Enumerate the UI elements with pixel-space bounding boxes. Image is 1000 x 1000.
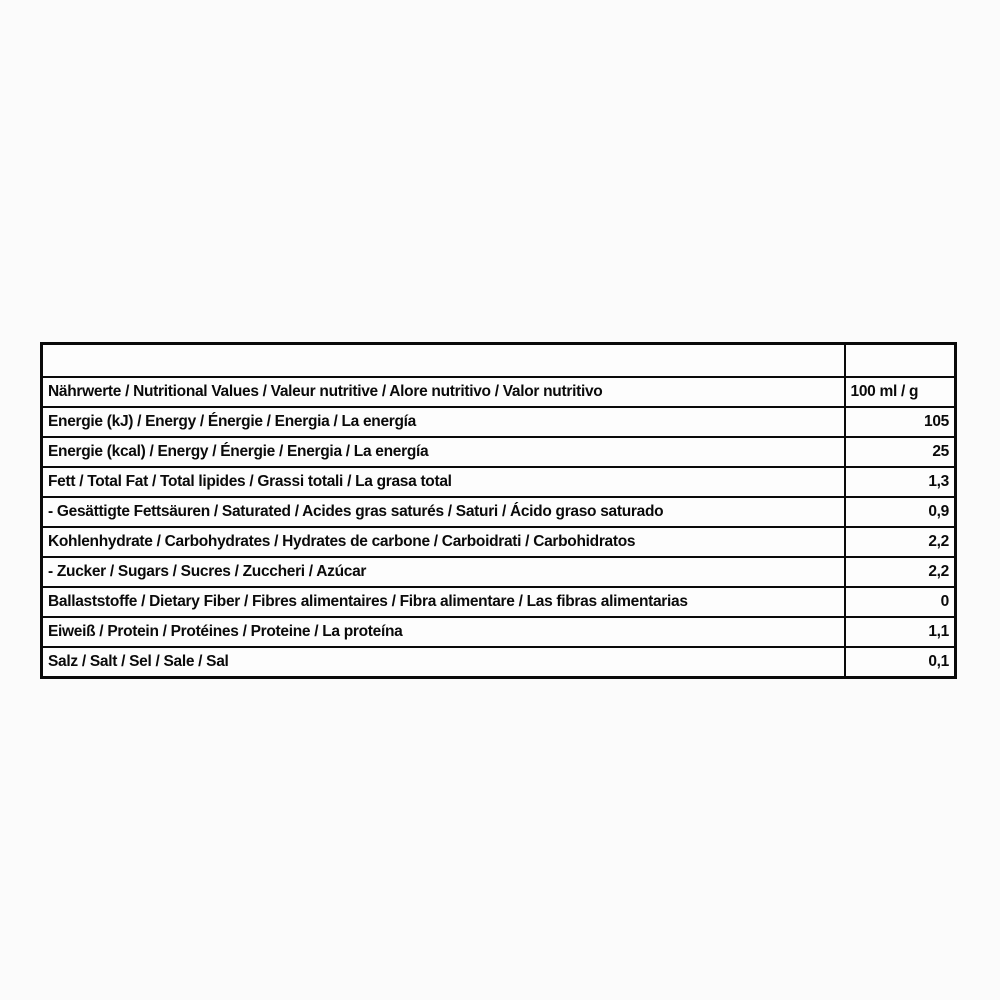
nutrition-table-body <box>42 344 956 678</box>
row-label-cell: Kohlenhydrate / Carbohydrates / Hydrates de carbone / Carboidrati / Carbohidratos <box>42 527 845 557</box>
row-value-cell: 0,1 <box>845 647 956 678</box>
row-label-cell: Energie (kJ) / Energy / Énergie / Energia / La energía <box>42 407 845 437</box>
table-row <box>42 557 956 587</box>
table-spacer-row <box>42 344 956 378</box>
table-row <box>42 527 956 557</box>
table-row <box>42 407 956 437</box>
row-value-cell: 1,1 <box>845 617 956 647</box>
table-row <box>42 617 956 647</box>
table-row <box>42 587 956 617</box>
row-value-cell: 1,3 <box>845 467 956 497</box>
row-label-cell: Fett / Total Fat / Total lipides / Grassi totali / La grasa total <box>42 467 845 497</box>
row-value-cell: 0,9 <box>845 497 956 527</box>
row-label-cell: - Gesättigte Fettsäuren / Saturated / Acides gras saturés / Saturi / Ácido graso saturado <box>42 497 845 527</box>
row-value-cell <box>845 344 956 378</box>
row-value-cell: 2,2 <box>845 527 956 557</box>
row-value-cell: 100 ml / g <box>845 377 956 407</box>
row-value-cell: 2,2 <box>845 557 956 587</box>
nutrition-facts-table <box>40 342 957 679</box>
row-label-cell: Energie (kcal) / Energy / Énergie / Energia / La energía <box>42 437 845 467</box>
table-row <box>42 467 956 497</box>
table-row <box>42 647 956 678</box>
row-label-cell: Salz / Salt / Sel / Sale / Sal <box>42 647 845 678</box>
row-value-cell: 25 <box>845 437 956 467</box>
table-row <box>42 437 956 467</box>
row-value-cell: 105 <box>845 407 956 437</box>
table-row <box>42 377 956 407</box>
row-label-cell: Nährwerte / Nutritional Values / Valeur nutritive / Alore nutritivo / Valor nutritivo <box>42 377 845 407</box>
row-label-cell: - Zucker / Sugars / Sucres / Zuccheri / Azúcar <box>42 557 845 587</box>
row-label-cell: Ballaststoffe / Dietary Fiber / Fibres alimentaires / Fibra alimentare / Las fibras alimentarias <box>42 587 845 617</box>
table-row <box>42 497 956 527</box>
row-label-cell: Eiweiß / Protein / Protéines / Proteine / La proteína <box>42 617 845 647</box>
row-value-cell: 0 <box>845 587 956 617</box>
row-label-cell <box>42 344 845 378</box>
